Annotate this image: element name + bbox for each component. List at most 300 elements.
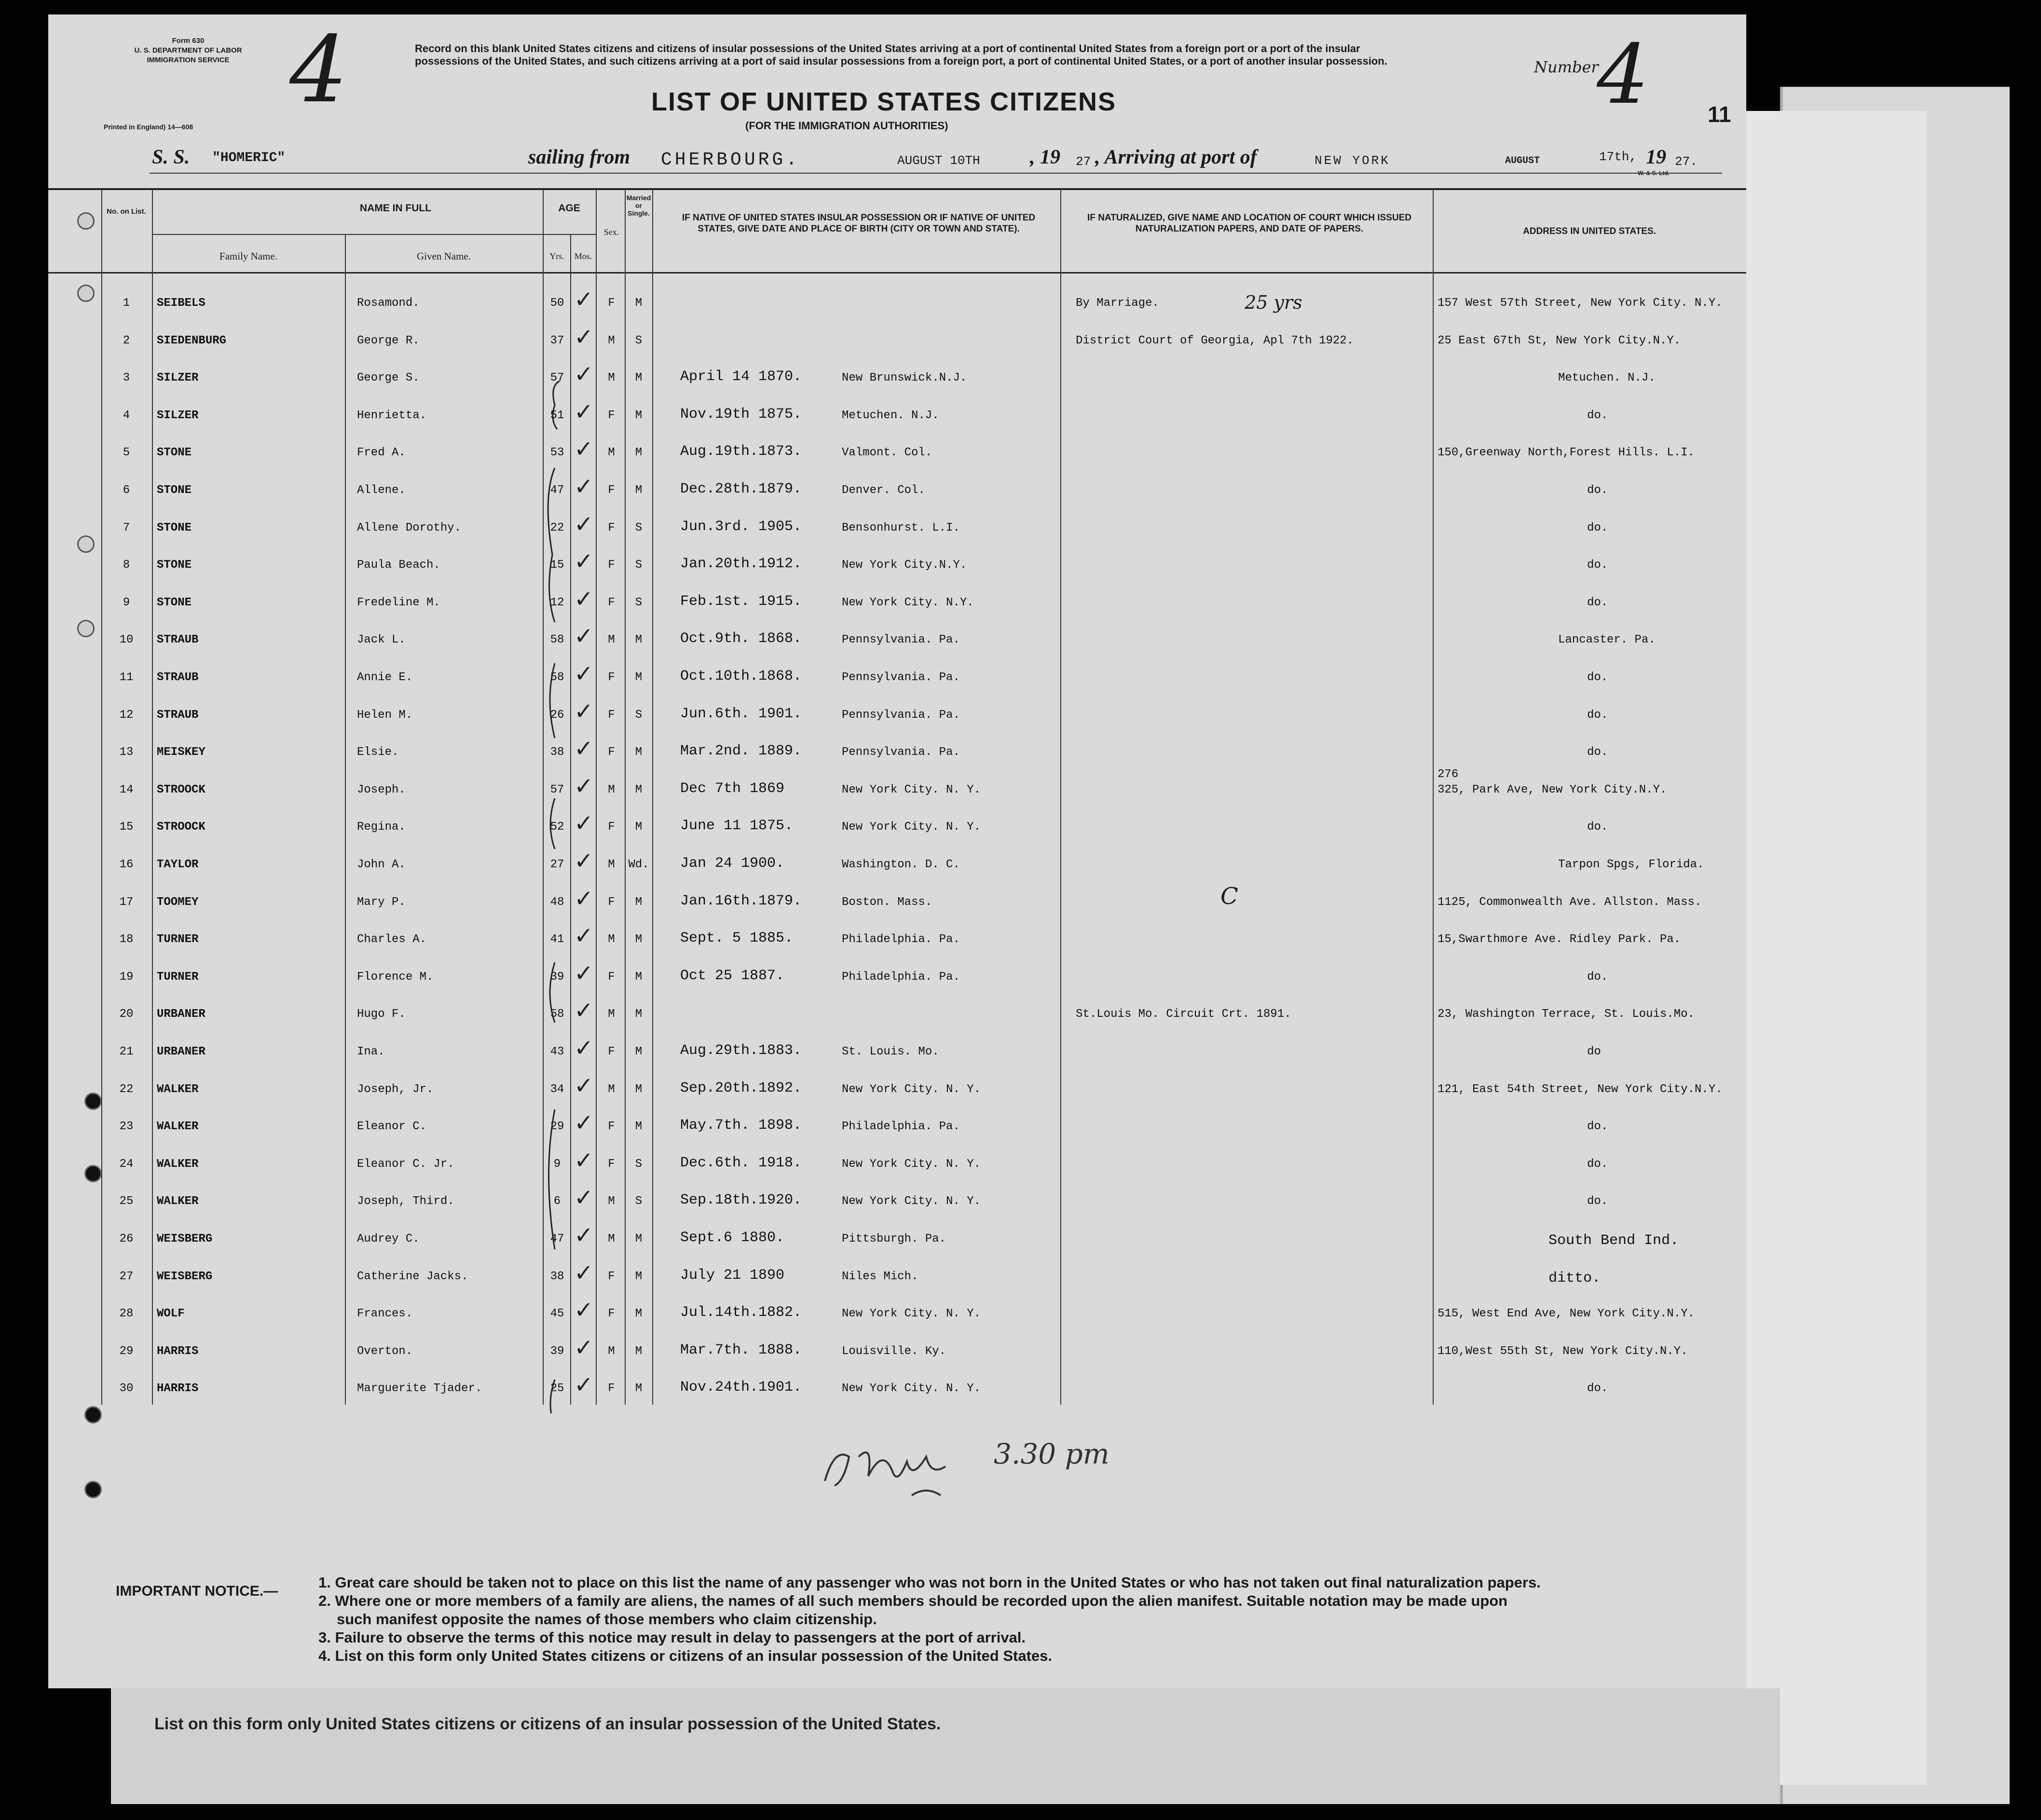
given-name: Regina. <box>357 821 406 834</box>
age-years: 15 <box>550 559 564 572</box>
notice-item-3: 3. Failure to observe the terms of this notice may result in delay to passengers at the port of arrival. <box>318 1629 1026 1646</box>
address: do. <box>1587 559 1608 572</box>
age-years: 51 <box>550 409 564 422</box>
age-years: 29 <box>550 1120 564 1134</box>
arrival-day: 17th, <box>1599 150 1637 164</box>
family-name: WEISBERG <box>157 1270 213 1283</box>
arrival-month: AUGUST <box>1505 155 1540 166</box>
birth-date: Jan.20th.1912. <box>680 556 802 573</box>
check-mark: ✓ <box>574 436 594 463</box>
birth-date: Dec 7th 1869 <box>680 780 785 797</box>
naturalization: By Marriage. <box>1076 297 1159 310</box>
sex: M <box>608 858 615 871</box>
birth-place: New York City. N. Y. <box>842 1157 981 1171</box>
family-name: STRAUB <box>157 671 199 684</box>
family-name: MEISKEY <box>157 746 205 759</box>
col-birth: IF NATIVE OF UNITED STATES INSULAR POSSESSION OR IF NATIVE OF UNITED STATES, GIVE DATE AND PLACE OF BIRTH (CITY OR TOWN AND STATE). <box>682 213 1036 234</box>
address: Metuchen. N.J. <box>1558 371 1656 385</box>
address: do. <box>1587 746 1608 759</box>
family-name: STONE <box>157 484 192 497</box>
birth-place: Pittsburgh. Pa. <box>842 1232 946 1245</box>
address: do. <box>1587 484 1608 497</box>
age-years: 22 <box>550 521 564 534</box>
given-name: John A. <box>357 858 406 871</box>
given-name: Audrey C. <box>357 1232 420 1245</box>
birth-date: Oct.9th. 1868. <box>680 630 802 647</box>
form-number: Form 630 <box>172 37 205 45</box>
sailing-label: sailing from <box>528 146 630 168</box>
col-age: AGE <box>558 203 580 214</box>
sex: M <box>608 1232 615 1245</box>
year-from: 27 <box>1076 154 1091 169</box>
family-name: SILZER <box>157 371 199 385</box>
family-name: HARRIS <box>157 1382 199 1396</box>
check-mark: ✓ <box>574 473 594 500</box>
address: 15,Swarthmore Ave. Ridley Park. Pa. <box>1438 933 1681 946</box>
age-years: 57 <box>550 371 564 385</box>
punch-hole <box>84 1165 102 1182</box>
birth-date: July 21 1890 <box>680 1267 785 1284</box>
table-top-border <box>48 188 1746 190</box>
marital-status: M <box>635 970 643 984</box>
marital-status: S <box>635 708 643 722</box>
marital-status: M <box>635 1082 643 1096</box>
col-family-name: Family Name. <box>219 250 278 262</box>
address: 1125, Commonwealth Ave. Allston. Mass. <box>1438 895 1702 909</box>
family-name: STONE <box>157 596 192 609</box>
check-mark: ✓ <box>574 398 594 425</box>
age-years: 57 <box>550 783 564 796</box>
row-number: 2 <box>123 334 130 347</box>
row-number: 21 <box>119 1045 134 1058</box>
column-divider <box>345 235 346 1405</box>
address: do <box>1587 1045 1601 1058</box>
year-to: 27. <box>1675 154 1698 169</box>
sex: F <box>608 821 615 834</box>
column-divider <box>1060 189 1061 1405</box>
sex: M <box>608 933 615 946</box>
marital-status: M <box>635 1307 643 1321</box>
family-name: URBANER <box>157 1008 205 1021</box>
marital-status: M <box>635 1344 643 1358</box>
marital-status: S <box>635 334 643 347</box>
marital-status: S <box>635 521 643 534</box>
col-address: ADDRESS IN UNITED STATES. <box>1523 226 1656 236</box>
row-number: 17 <box>119 895 134 909</box>
column-divider <box>1433 189 1434 1405</box>
age-years: 38 <box>550 746 564 759</box>
check-mark: ✓ <box>574 1371 594 1399</box>
given-name: Mary P. <box>357 895 406 909</box>
check-mark: ✓ <box>574 810 594 837</box>
row-number: 14 <box>119 783 134 796</box>
row-number: 13 <box>119 746 134 759</box>
given-name: Charles A. <box>357 933 427 946</box>
sex: M <box>608 334 615 347</box>
address-note: 276 <box>1438 767 1459 781</box>
check-mark: ✓ <box>574 510 594 538</box>
check-mark: ✓ <box>574 959 594 987</box>
naturalization: District Court of Georgia, Apl 7th 1922. <box>1076 334 1354 347</box>
birth-date: Nov.19th 1875. <box>680 406 802 423</box>
age-years: 48 <box>550 895 564 909</box>
birth-place: Valmont. Col. <box>842 446 932 460</box>
sex: M <box>608 446 615 460</box>
row-number: 5 <box>123 446 130 460</box>
notice-item-4: 4. List on this form only United States citizens or citizens of an insular possession of the United States. <box>318 1647 1052 1664</box>
sex: M <box>608 1344 615 1358</box>
birth-place: Philadelphia. Pa. <box>842 970 960 984</box>
birth-date: Mar.2nd. 1889. <box>680 743 802 760</box>
marital-status: S <box>635 559 643 572</box>
row-number: 15 <box>119 821 134 834</box>
marital-status: M <box>635 821 643 834</box>
given-name: Fredeline M. <box>357 596 440 609</box>
sex: F <box>608 895 615 909</box>
given-name: Eleanor C. Jr. <box>357 1157 454 1171</box>
col-sex: Sex. <box>603 227 619 237</box>
address: Lancaster. Pa. <box>1558 633 1656 647</box>
row-number: 16 <box>119 858 134 871</box>
address: do. <box>1587 1120 1608 1134</box>
given-name: Henrietta. <box>357 409 427 422</box>
check-mark: ✓ <box>574 660 594 687</box>
sex: F <box>608 1307 615 1321</box>
row-number: 30 <box>119 1382 134 1396</box>
row-number: 28 <box>119 1307 134 1321</box>
background-page <box>1722 111 1927 1785</box>
sex: F <box>608 671 615 684</box>
sex: F <box>608 297 615 310</box>
printed-note: Printed in England) 14—608 <box>104 123 193 131</box>
birth-place: Bensonhurst. L.I. <box>842 521 960 534</box>
row-number: 10 <box>119 633 134 647</box>
birth-date: Feb.1st. 1915. <box>680 593 802 610</box>
birth-date: Oct 25 1887. <box>680 967 785 984</box>
family-brackets <box>540 352 569 1413</box>
given-name: Joseph, Jr. <box>357 1082 434 1096</box>
marital-status: S <box>635 1195 643 1208</box>
row-number: 23 <box>119 1120 134 1134</box>
notice-item-2-cont: such manifest opposite the names of those members who claim citizenship. <box>337 1611 877 1628</box>
page-subtitle: (FOR THE IMMIGRATION AUTHORITIES) <box>745 120 948 132</box>
birth-place: New York City. N. Y. <box>842 1382 981 1396</box>
given-name: Annie E. <box>357 671 413 684</box>
notice-heading: IMPORTANT NOTICE.— <box>116 1583 278 1599</box>
family-name: TAYLOR <box>157 858 199 871</box>
voyage-underline <box>150 173 1722 174</box>
address: do. <box>1587 521 1608 534</box>
marital-status: M <box>635 1232 643 1245</box>
birth-date: Mar.7th. 1888. <box>680 1341 802 1358</box>
address: 515, West End Ave, New York City.N.Y. <box>1438 1307 1695 1321</box>
marital-status: M <box>635 446 643 460</box>
manifest-sheet <box>48 14 1746 1688</box>
signature-time: 3.30 pm <box>994 1437 1110 1470</box>
birth-place: Pennsylvania. Pa. <box>842 708 960 722</box>
family-name: WALKER <box>157 1120 199 1134</box>
column-divider <box>652 189 653 1405</box>
sex: F <box>608 1157 615 1171</box>
family-name: STONE <box>157 559 192 572</box>
marital-status: M <box>635 484 643 497</box>
address: do. <box>1587 671 1608 684</box>
family-name: STROOCK <box>157 821 205 834</box>
marital-status: M <box>635 1382 643 1396</box>
age-years: 47 <box>550 484 564 497</box>
age-years: 45 <box>550 1307 564 1321</box>
address: 110,West 55th St, New York City.N.Y. <box>1438 1344 1688 1358</box>
family-name: WALKER <box>157 1082 199 1096</box>
row-number: 7 <box>123 521 130 534</box>
marital-status: M <box>635 633 643 647</box>
marital-status: M <box>635 1045 643 1058</box>
birth-date: Jan.16th.1879. <box>680 892 802 909</box>
birth-place: Pennsylvania. Pa. <box>842 746 960 759</box>
marital-status: M <box>635 1008 643 1021</box>
birth-date: Sep.20th.1892. <box>680 1080 802 1096</box>
age-years: 53 <box>550 446 564 460</box>
check-mark: ✓ <box>574 286 594 313</box>
marital-status: M <box>635 297 643 310</box>
age-years: 58 <box>550 1008 564 1021</box>
row-number: 18 <box>119 933 134 946</box>
check-mark: ✓ <box>574 848 594 875</box>
address: ditto. <box>1548 1270 1601 1286</box>
given-name: Paula Beach. <box>357 559 440 572</box>
marital-status: S <box>635 596 643 609</box>
arriving-label: , Arriving at port of <box>1095 146 1257 168</box>
check-mark: ✓ <box>574 1297 594 1324</box>
check-mark: ✓ <box>574 1072 594 1099</box>
row-number: 12 <box>119 708 134 722</box>
birth-date: April 14 1870. <box>680 369 802 385</box>
family-name: HARRIS <box>157 1344 199 1358</box>
check-mark: ✓ <box>574 623 594 650</box>
date-from: AUGUST 10TH <box>897 153 980 168</box>
sex: F <box>608 1045 615 1058</box>
sex: F <box>608 1120 615 1134</box>
punch-hole <box>77 212 95 230</box>
address: do. <box>1587 970 1608 984</box>
form-info <box>125 36 251 65</box>
address: 23, Washington Terrace, St. Louis.Mo. <box>1438 1008 1695 1021</box>
age-years: 6 <box>553 1195 561 1208</box>
row-number: 22 <box>119 1082 134 1096</box>
birth-place: New York City. N. Y. <box>842 821 981 834</box>
sex: M <box>608 371 615 385</box>
age-years: 41 <box>550 933 564 946</box>
family-name: TURNER <box>157 933 199 946</box>
family-name: WEISBERG <box>157 1232 213 1245</box>
marital-status: Wd. <box>628 858 649 871</box>
family-name: STROOCK <box>157 783 205 796</box>
check-mark: ✓ <box>574 585 594 613</box>
marital-status: M <box>635 1120 643 1134</box>
birth-place: St. Louis. Mo. <box>842 1045 939 1058</box>
check-mark: ✓ <box>574 1147 594 1174</box>
check-mark: ✓ <box>574 1259 594 1286</box>
address: 157 West 57th Street, New York City. N.Y. <box>1438 297 1723 310</box>
column-divider <box>570 235 571 1405</box>
check-mark: ✓ <box>574 1334 594 1361</box>
inspector-signature <box>815 1428 1018 1505</box>
given-name: Fred A. <box>357 446 406 460</box>
sex: M <box>608 783 615 796</box>
check-mark: ✓ <box>574 772 594 800</box>
ss-label: S. S. <box>152 146 190 168</box>
age-years: 39 <box>550 970 564 984</box>
age-years: 9 <box>553 1157 561 1171</box>
birth-date: Jun.6th. 1901. <box>680 705 802 722</box>
sex: F <box>608 409 615 422</box>
sex: F <box>608 1270 615 1283</box>
family-name: STONE <box>157 521 192 534</box>
under-sheet <box>111 1688 1780 1804</box>
birth-place: New York City. N. Y. <box>842 1195 981 1208</box>
punch-hole <box>77 535 95 553</box>
number-value: 4 <box>1597 27 1649 123</box>
sex: F <box>608 484 615 497</box>
given-name: Eleanor C. <box>357 1120 427 1134</box>
address: 121, East 54th Street, New York City.N.Y. <box>1438 1082 1723 1096</box>
row-number: 3 <box>123 371 130 385</box>
row-number: 24 <box>119 1157 134 1171</box>
port-from: CHERBOURG. <box>661 150 800 170</box>
col-naturalized: IF NATURALIZED, GIVE NAME AND LOCATION OF COURT WHICH ISSUED NATURALIZATION PAPERS, AND DATE OF PAPERS. <box>1087 213 1411 234</box>
col-no: No. on List. <box>107 207 146 216</box>
sex: F <box>608 521 615 534</box>
age-years: 12 <box>550 596 564 609</box>
sex: M <box>608 633 615 647</box>
given-name: Marguerite Tjader. <box>357 1382 482 1396</box>
birth-place: Louisville. Ky. <box>842 1344 946 1358</box>
punch-hole <box>77 285 95 302</box>
address: do. <box>1587 1157 1608 1171</box>
row-number: 8 <box>123 559 130 572</box>
row-number: 19 <box>119 970 134 984</box>
family-name: SEIBELS <box>157 297 205 310</box>
marital-status: M <box>635 895 643 909</box>
birth-date: Sept. 5 1885. <box>680 930 794 947</box>
under-sheet-text: List on this form only United States citizens or citizens of an insular possession of the United States. <box>154 1715 941 1733</box>
check-mark: ✓ <box>574 735 594 763</box>
check-mark: ✓ <box>574 361 594 388</box>
check-mark: ✓ <box>574 698 594 725</box>
stray-mark: C <box>1220 883 1238 910</box>
birth-place: New York City. N. Y. <box>842 1082 981 1096</box>
given-name: Rosamond. <box>357 297 420 310</box>
sex: F <box>608 559 615 572</box>
address: do. <box>1587 1195 1608 1208</box>
birth-place: Boston. Mass. <box>842 895 932 909</box>
given-name: Joseph, Third. <box>357 1195 454 1208</box>
sex: F <box>608 596 615 609</box>
notice-item-2: 2. Where one or more members of a family are aliens, the names of all such members should be recorded upon the alien manifest. Suitable notation may be made upon <box>318 1592 1508 1609</box>
family-name: SIEDENBURG <box>157 334 227 347</box>
row-number: 11 <box>119 671 134 684</box>
given-name: Ina. <box>357 1045 385 1058</box>
birth-date: Oct.10th.1868. <box>680 668 802 684</box>
birth-date: Dec.28th.1879. <box>680 481 802 497</box>
check-mark: ✓ <box>574 922 594 950</box>
birth-date: Aug.19th.1873. <box>680 443 802 460</box>
row-number: 6 <box>123 484 130 497</box>
birth-date: June 11 1875. <box>680 818 794 835</box>
check-mark: ✓ <box>574 548 594 575</box>
marital-status: M <box>635 671 643 684</box>
family-name: STRAUB <box>157 633 199 647</box>
marital-status: S <box>635 1157 643 1171</box>
given-name: George S. <box>357 371 420 385</box>
given-name: Allene Dorothy. <box>357 521 462 534</box>
family-name: STRAUB <box>157 708 199 722</box>
sex: F <box>608 746 615 759</box>
birth-date: Jan 24 1900. <box>680 855 785 872</box>
check-mark: ✓ <box>574 997 594 1025</box>
birth-date: Sept.6 1880. <box>680 1230 785 1246</box>
marital-status: M <box>635 409 643 422</box>
sex: F <box>608 970 615 984</box>
punch-hole <box>84 1481 102 1498</box>
port-to: NEW YORK <box>1315 153 1390 168</box>
age-years: 25 <box>550 1382 564 1396</box>
address: 25 East 67th St, New York City.N.Y. <box>1438 334 1681 347</box>
age-years: 58 <box>550 633 564 647</box>
marital-status: M <box>635 746 643 759</box>
address: South Bend Ind. <box>1548 1232 1679 1249</box>
row-number: 9 <box>123 596 130 609</box>
col-given-name: Given Name. <box>417 250 471 262</box>
table-header-border <box>48 272 1746 274</box>
check-mark: ✓ <box>574 323 594 351</box>
naturalization: St.Louis Mo. Circuit Crt. 1891. <box>1076 1008 1291 1021</box>
punch-hole <box>84 1406 102 1423</box>
birth-date: Sep.18th.1920. <box>680 1192 802 1209</box>
sex: M <box>608 1195 615 1208</box>
column-divider <box>625 189 626 1405</box>
row-number: 20 <box>119 1008 134 1021</box>
age-years: 47 <box>550 1232 564 1245</box>
col-mos: Mos. <box>574 251 592 261</box>
check-mark: ✓ <box>574 885 594 912</box>
address: do. <box>1587 821 1608 834</box>
birth-place: Washington. D. C. <box>842 858 960 871</box>
column-divider <box>596 189 597 1405</box>
row-number: 4 <box>123 409 130 422</box>
instructions: Record on this blank United States citizens and citizens of insular possessions of the United States arriving at a port of continental United States from a foreign port or a port of the insular possessions of the United States, and such citizens arriving at a port of said insular possessions from a foreign port, a port of continental United States, or a port of another insular possession. <box>415 42 1387 67</box>
birth-place: Pennsylvania. Pa. <box>842 633 960 647</box>
birth-place: New York City. N. Y. <box>842 1307 981 1321</box>
marital-status: M <box>635 371 643 385</box>
birth-place: Philadelphia. Pa. <box>842 1120 960 1134</box>
col-married: Married or Single. <box>626 194 651 217</box>
address: do. <box>1587 409 1608 422</box>
age-years: 34 <box>550 1082 564 1096</box>
given-name: Elsie. <box>357 746 399 759</box>
sex: M <box>608 1082 615 1096</box>
age-years: 43 <box>550 1045 564 1058</box>
service: IMMIGRATION SERVICE <box>147 56 230 64</box>
birth-place: Denver. Col. <box>842 484 925 497</box>
row-number: 27 <box>119 1270 134 1283</box>
birth-date: Dec.6th. 1918. <box>680 1154 802 1171</box>
marital-status: M <box>635 783 643 796</box>
family-name: URBANER <box>157 1045 205 1058</box>
sex: F <box>608 708 615 722</box>
row-number: 1 <box>123 297 130 310</box>
ship-name: "HOMERIC" <box>212 151 286 165</box>
